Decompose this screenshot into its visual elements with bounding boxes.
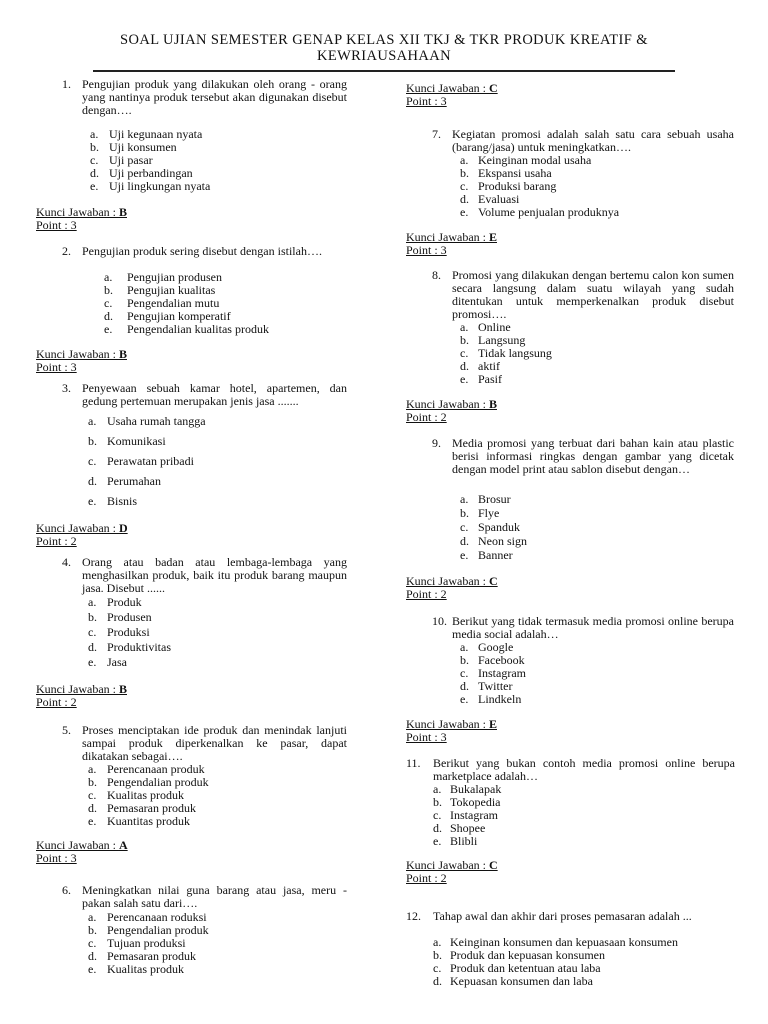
question-text: Meningkatkan nilai guna barang atau jasa, meru - pakan salah satu dari…. — [82, 883, 347, 910]
option-letter: a. — [433, 935, 442, 949]
question-9 — [432, 437, 734, 476]
option-letter: c. — [433, 808, 442, 822]
answer-point: Point : 3 — [406, 94, 447, 108]
option-text: Instagram — [450, 808, 498, 822]
option-letter: b. — [88, 923, 97, 937]
answer-key-label: Kunci Jawaban : — [406, 858, 489, 872]
answer-key-label: Kunci Jawaban : — [406, 230, 489, 244]
answer-key-value: A — [118, 838, 128, 852]
question-text: Pengujian produk yang dilakukan oleh orang - orang yang nantinya produk tersebut akan digunakan disebut dengan…. — [82, 77, 347, 117]
answer-key-11 — [406, 859, 498, 885]
option-letter: d. — [88, 801, 97, 815]
option-text: Produk dan ketentuan atau laba — [450, 961, 601, 975]
question-number: 3. — [62, 381, 71, 395]
option-letter: d. — [88, 474, 97, 488]
option-letter: d. — [90, 166, 99, 180]
option-letter: b. — [433, 948, 442, 962]
question-number: 10. — [432, 614, 447, 628]
question-number: 7. — [432, 127, 441, 141]
option-text: Produk — [107, 595, 142, 609]
answer-key-value: B — [118, 205, 127, 219]
question-number: 8. — [432, 268, 441, 282]
option-text: Spanduk — [478, 520, 520, 534]
answer-key-value: E — [488, 717, 497, 731]
option-text: Komunikasi — [107, 434, 166, 448]
option-text: Pengujian produsen — [127, 270, 222, 284]
option-letter: e. — [88, 814, 97, 828]
option-letter: b. — [88, 610, 97, 624]
option-text: Produksi — [107, 625, 150, 639]
answer-point: Point : 3 — [406, 243, 447, 257]
option-text: Kualitas produk — [107, 788, 184, 802]
option-letter: e. — [460, 548, 469, 562]
answer-key-1 — [36, 206, 127, 232]
option-letter: a. — [460, 320, 469, 334]
option-text: Perencanaan produk — [107, 762, 205, 776]
option-text: Tidak langsung — [478, 346, 552, 360]
question-2 — [62, 245, 347, 258]
question-text: Media promosi yang terbuat dari bahan kain atau plastic berisi informasi ringkas dengan gambar yang dicetak dengan model print atau sablon disebut dengan… — [452, 436, 734, 476]
option-text: Tujuan produksi — [107, 936, 186, 950]
option-letter: b. — [460, 333, 469, 347]
question-text: Proses menciptakan ide produk dan menindak lanjuti sampai produk diperkenalkan ke pasar, dapat dikatakan sebagai…. — [82, 723, 347, 763]
option-text: Pengujian komperatif — [127, 309, 231, 323]
question-text: Berikut yang tidak termasuk media promosi online berupa media social adalah… — [452, 614, 734, 641]
question-7 — [432, 128, 734, 154]
option-letter: b. — [104, 283, 113, 297]
option-letter: c. — [460, 346, 469, 360]
option-text: Kualitas produk — [107, 962, 184, 976]
answer-key-label: Kunci Jawaban : — [406, 81, 489, 95]
option-letter: b. — [88, 775, 97, 789]
option-text: Shopee — [450, 821, 486, 835]
option-letter: d. — [433, 974, 442, 988]
answer-point: Point : 3 — [36, 851, 77, 865]
option-letter: b. — [88, 434, 97, 448]
answer-key-label: Kunci Jawaban : — [36, 347, 119, 361]
option-letter: d. — [104, 309, 113, 323]
question-5 — [62, 724, 347, 763]
question-number: 4. — [62, 555, 71, 569]
option-letter: e. — [90, 179, 99, 193]
option-letter: a. — [433, 782, 442, 796]
option-letter: a. — [104, 270, 113, 284]
question-number: 6. — [62, 883, 71, 897]
option-letter: d. — [460, 359, 469, 373]
option-text: Keinginan modal usaha — [478, 153, 592, 167]
option-text: Pengendalian produk — [107, 775, 209, 789]
option-text: Bisnis — [107, 494, 138, 508]
option-letter: a. — [88, 762, 97, 776]
option-letter: d. — [433, 821, 442, 835]
option-text: Pasif — [478, 372, 502, 386]
answer-key-4 — [36, 683, 127, 709]
answer-key-label: Kunci Jawaban : — [36, 838, 119, 852]
option-text: Online — [478, 320, 511, 334]
answer-point: Point : 2 — [406, 410, 447, 424]
answer-key-value: B — [488, 397, 497, 411]
option-text: Bukalapak — [450, 782, 502, 796]
option-text: Tokopedia — [450, 795, 501, 809]
option-letter: d. — [460, 534, 469, 548]
answer-key-9 — [406, 575, 498, 601]
option-letter: c. — [460, 520, 469, 534]
option-text: Flye — [478, 506, 500, 520]
answer-point: Point : 2 — [36, 695, 77, 709]
option-text: Produktivitas — [107, 640, 172, 654]
answer-key-value: B — [118, 347, 127, 361]
option-text: Ekspansi usaha — [478, 166, 552, 180]
option-letter: a. — [90, 127, 99, 141]
answer-key-label: Kunci Jawaban : — [36, 205, 119, 219]
option-text: Twitter — [478, 679, 513, 693]
answer-key-value: B — [118, 682, 127, 696]
option-letter: c. — [433, 961, 442, 975]
option-letter: c. — [460, 179, 469, 193]
option-text: aktif — [478, 359, 500, 373]
option-text: Blibli — [450, 834, 478, 848]
answer-key-10 — [406, 718, 497, 744]
answer-key-label: Kunci Jawaban : — [36, 682, 119, 696]
option-letter: c. — [88, 788, 97, 802]
answer-key-value: C — [488, 574, 498, 588]
option-text: Pengendalian produk — [107, 923, 209, 937]
answer-key-6 — [406, 82, 498, 108]
option-text: Pengujian kualitas — [127, 283, 216, 297]
answer-point: Point : 3 — [36, 218, 77, 232]
answer-point: Point : 2 — [36, 534, 77, 548]
question-text: Kegiatan promosi adalah salah satu cara sebuah usaha (barang/jasa) untuk meningkatkan…. — [452, 127, 734, 154]
option-text: Langsung — [478, 333, 526, 347]
answer-key-label: Kunci Jawaban : — [36, 521, 119, 535]
option-text: Uji lingkungan nyata — [109, 179, 211, 193]
option-letter: c. — [104, 296, 113, 310]
exam-title-line-1: SOAL UJIAN SEMESTER GENAP KELAS XII TKJ & TKR PRODUK KREATIF & — [120, 32, 648, 48]
question-1 — [62, 78, 347, 117]
option-letter: e. — [88, 655, 97, 669]
question-4 — [62, 556, 347, 595]
option-text: Pemasaran produk — [107, 949, 196, 963]
option-text: Uji pasar — [109, 153, 153, 167]
option-text: Perawatan pribadi — [107, 454, 194, 468]
option-letter: d. — [460, 192, 469, 206]
title-divider — [93, 70, 675, 72]
question-11 — [406, 757, 735, 783]
option-text: Volume penjualan produknya — [478, 205, 620, 219]
option-text: Usaha rumah tangga — [107, 414, 206, 428]
option-letter: a. — [88, 414, 97, 428]
option-letter: c. — [88, 454, 97, 468]
answer-key-2 — [36, 348, 127, 374]
option-letter: c. — [88, 936, 97, 950]
option-text: Kepuasan konsumen dan laba — [450, 974, 593, 988]
option-letter: d. — [88, 949, 97, 963]
question-10 — [432, 615, 734, 641]
option-text: Produksi barang — [478, 179, 557, 193]
option-text: Pengendalian mutu — [127, 296, 220, 310]
option-letter: e. — [433, 834, 442, 848]
option-text: Uji konsumen — [109, 140, 177, 154]
option-text: Google — [478, 640, 514, 654]
question-number: 5. — [62, 723, 71, 737]
option-letter: b. — [460, 506, 469, 520]
option-text: Jasa — [107, 655, 127, 669]
question-number: 2. — [62, 244, 71, 258]
option-letter: d. — [460, 679, 469, 693]
question-text: Promosi yang dilakukan dengan bertemu calon kon sumen secara langsung dalam suatu wilayah yang sudah ditentukan untuk memperkenalkan produk disebut promosi…. — [452, 268, 734, 321]
option-letter: e. — [88, 962, 97, 976]
option-letter: d. — [88, 640, 97, 654]
option-letter: e. — [460, 205, 469, 219]
answer-key-label: Kunci Jawaban : — [406, 574, 489, 588]
question-12 — [406, 910, 735, 923]
option-text: Uji kegunaan nyata — [109, 127, 203, 141]
answer-key-value: D — [118, 521, 128, 535]
option-letter: e. — [460, 372, 469, 386]
answer-key-value: C — [488, 858, 498, 872]
option-text: Kuantitas produk — [107, 814, 190, 828]
question-number: 9. — [432, 436, 441, 450]
exam-title-line-2: KEWRIAUSAHAAN — [316, 48, 452, 64]
question-text: Tahap awal dan akhir dari proses pemasaran adalah ... — [433, 909, 692, 923]
option-letter: a. — [88, 910, 97, 924]
option-letter: b. — [90, 140, 99, 154]
option-letter: b. — [460, 653, 469, 667]
option-text: Pemasaran produk — [107, 801, 196, 815]
answer-key-value: E — [488, 230, 497, 244]
answer-key-8 — [406, 398, 497, 424]
answer-point: Point : 3 — [406, 730, 447, 744]
question-6 — [62, 884, 347, 910]
option-text: Evaluasi — [478, 192, 520, 206]
question-number: 12. — [406, 909, 421, 923]
option-text: Banner — [478, 548, 513, 562]
option-text: Produk dan kepuasan konsumen — [450, 948, 605, 962]
option-letter: e. — [460, 692, 469, 706]
answer-point: Point : 3 — [36, 360, 77, 374]
exam-title — [80, 32, 688, 64]
option-letter: a. — [460, 153, 469, 167]
option-text: Perencanaan roduksi — [107, 910, 207, 924]
answer-key-3 — [36, 522, 128, 548]
question-text: Berikut yang bukan contoh media promosi online berupa marketplace adalah… — [433, 756, 735, 783]
option-letter: c. — [88, 625, 97, 639]
question-text: Penyewaan sebuah kamar hotel, apartemen, dan gedung pertemuan merupakan jenis jasa ....... — [82, 381, 347, 408]
option-text: Instagram — [478, 666, 526, 680]
option-text: Perumahan — [107, 474, 161, 488]
question-number: 11. — [406, 756, 421, 770]
answer-point: Point : 2 — [406, 871, 447, 885]
answer-key-5 — [36, 839, 128, 865]
option-text: Brosur — [478, 492, 511, 506]
option-letter: c. — [460, 666, 469, 680]
option-text: Produsen — [107, 610, 152, 624]
question-text: Orang atau badan atau lembaga-lembaga yang menghasilkan produk, baik itu produk barang maupun jasa. Disebut ...... — [82, 555, 347, 595]
question-8 — [432, 269, 734, 321]
option-text: Facebook — [478, 653, 525, 667]
option-text: Pengendalian kualitas produk — [127, 322, 269, 336]
option-letter: e. — [88, 494, 97, 508]
answer-key-value: C — [488, 81, 498, 95]
answer-key-label: Kunci Jawaban : — [406, 397, 489, 411]
option-letter: b. — [433, 795, 442, 809]
question-3 — [62, 382, 347, 408]
option-text: Lindkeln — [478, 692, 522, 706]
option-text: Keinginan konsumen dan kepuasaan konsumen — [450, 935, 678, 949]
option-letter: e. — [104, 322, 113, 336]
question-text: Pengujian produk sering disebut dengan istilah…. — [82, 244, 322, 258]
option-text: Uji perbandingan — [109, 166, 193, 180]
option-letter: a. — [460, 492, 469, 506]
option-letter: c. — [90, 153, 99, 167]
answer-point: Point : 2 — [406, 587, 447, 601]
answer-key-label: Kunci Jawaban : — [406, 717, 489, 731]
option-text: Neon sign — [478, 534, 527, 548]
answer-key-7 — [406, 231, 497, 257]
question-number: 1. — [62, 77, 71, 91]
option-letter: b. — [460, 166, 469, 180]
option-letter: a. — [88, 595, 97, 609]
option-letter: a. — [460, 640, 469, 654]
